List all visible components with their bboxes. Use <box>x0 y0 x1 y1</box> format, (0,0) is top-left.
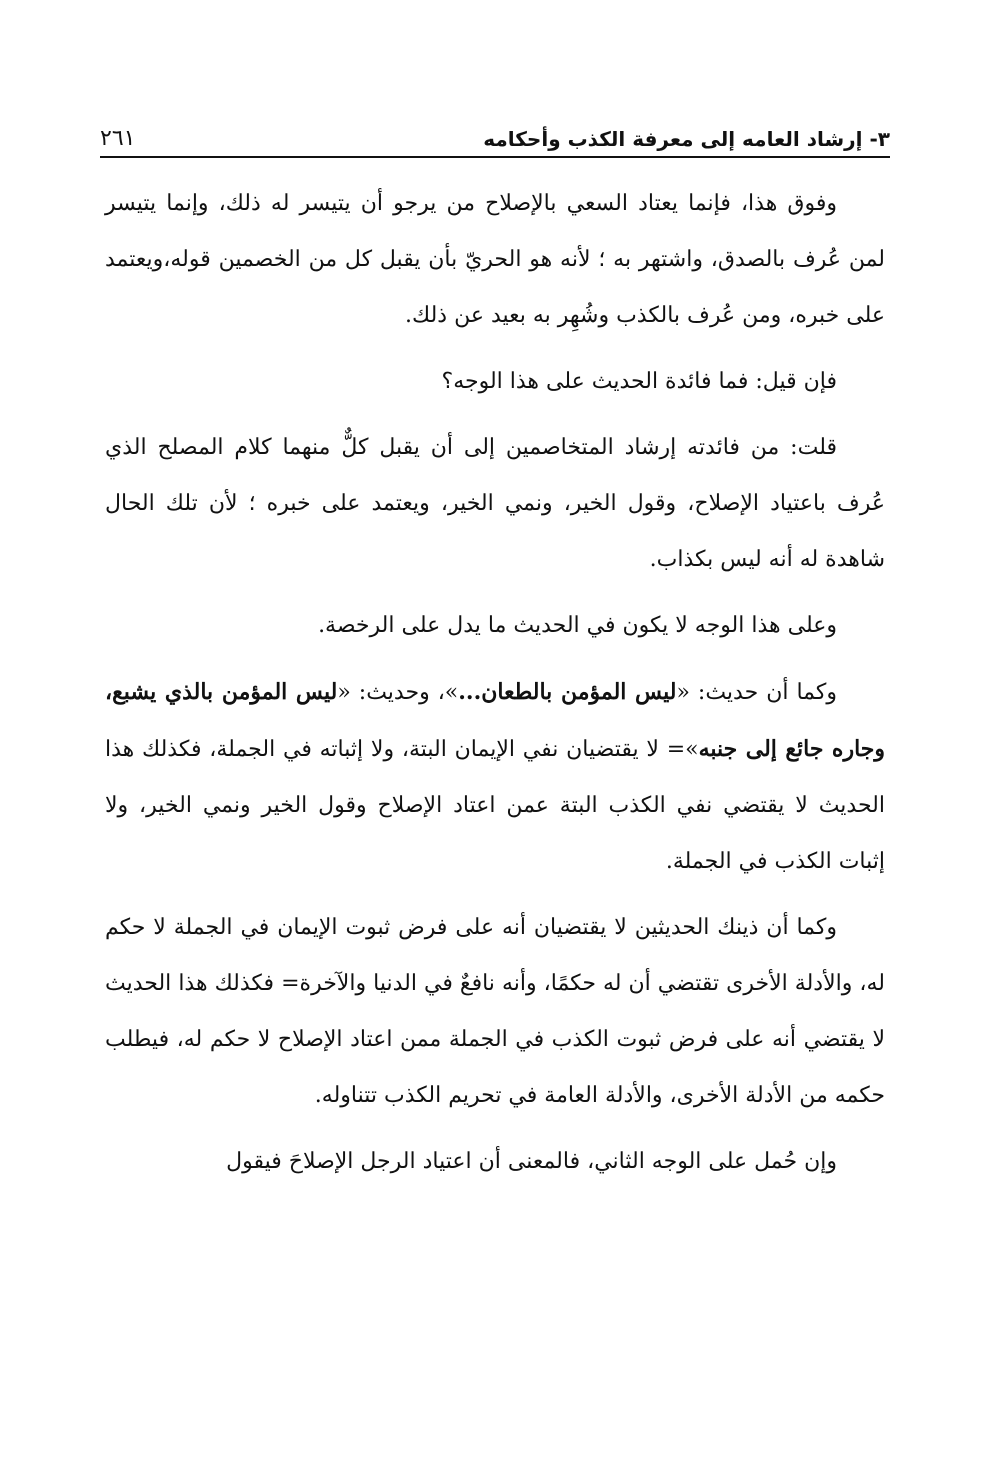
hadith-quote-1: ليس المؤمن بالطعان... <box>458 679 677 705</box>
paragraph-3: قلت: من فائدته إرشاد المتخاصمين إلى أن يقبل كلٌّ منهما كلام المصلح الذي عُرف باعتياد الإصلاح، وقول الخير، ونمي الخير، ويعتمد على خبره ؛ لأن تلك الحال شاهدة له أنه ليس بكذاب. <box>105 435 885 572</box>
paragraph-4: وعلى هذا الوجه لا يكون في الحديث ما يدل على الرخصة. <box>318 613 837 638</box>
page-header <box>100 118 890 154</box>
paragraph-5 <box>105 664 885 890</box>
text-run: »= لا يقتضيان نفي الإيمان البتة، ولا إثباته في الجملة، فكذلك هذا الحديث لا يقتضي نفي الكذب البتة عمن اعتاد الإصلاح وقول الخير ونمي الخير، ولا إثبات الكذب في الجملة. <box>105 737 885 874</box>
body-text <box>105 176 885 1200</box>
text-run: وكما أن حديث: « <box>676 680 837 705</box>
paragraph-6: وكما أن ذينك الحديثين لا يقتضيان أنه على فرض ثبوت الإيمان في الجملة لا حكم له، والأدلة الأخرى تقتضي أن له حكمًا، وأنه نافعٌ في الدنيا والآخرة= فكذلك هذا الحديث لا يقتضي أنه على فرض ثبوت الكذب في الجملة ممن اعتاد الإصلاح لا حكم له، فيطلب حكمه من الأدلة الأخرى، والأدلة العامة في تحريم الكذب تتناوله. <box>105 915 885 1108</box>
running-title: ٣- إرشاد العامه إلى معرفة الكذب وأحكامه <box>483 127 890 151</box>
paragraph-2: فإن قيل: فما فائدة الحديث على هذا الوجه؟ <box>441 369 837 394</box>
page-number: ٢٦١ <box>100 126 136 151</box>
paragraph-7: وإن حُمل على الوجه الثاني، فالمعنى أن اعتياد الرجل الإصلاحَ فيقول <box>226 1149 837 1174</box>
header-rule <box>100 156 890 158</box>
text-run: »، وحديث: « <box>337 680 459 705</box>
hadith-quote-2: ليس المؤمن بالذي يشبع، وجاره جائع إلى جنبه <box>105 679 885 762</box>
paragraph-1: وفوق هذا، فإنما يعتاد السعي بالإصلاح من يرجو أن يتيسر له ذلك، وإنما يتيسر لمن عُرف بالصدق، واشتهر به ؛ لأنه هو الحريّ بأن يقبل كل من الخصمين قوله،ويعتمد على خبره، ومن عُرف بالكذب وشُهِر به بعيد عن ذلك. <box>105 191 885 328</box>
